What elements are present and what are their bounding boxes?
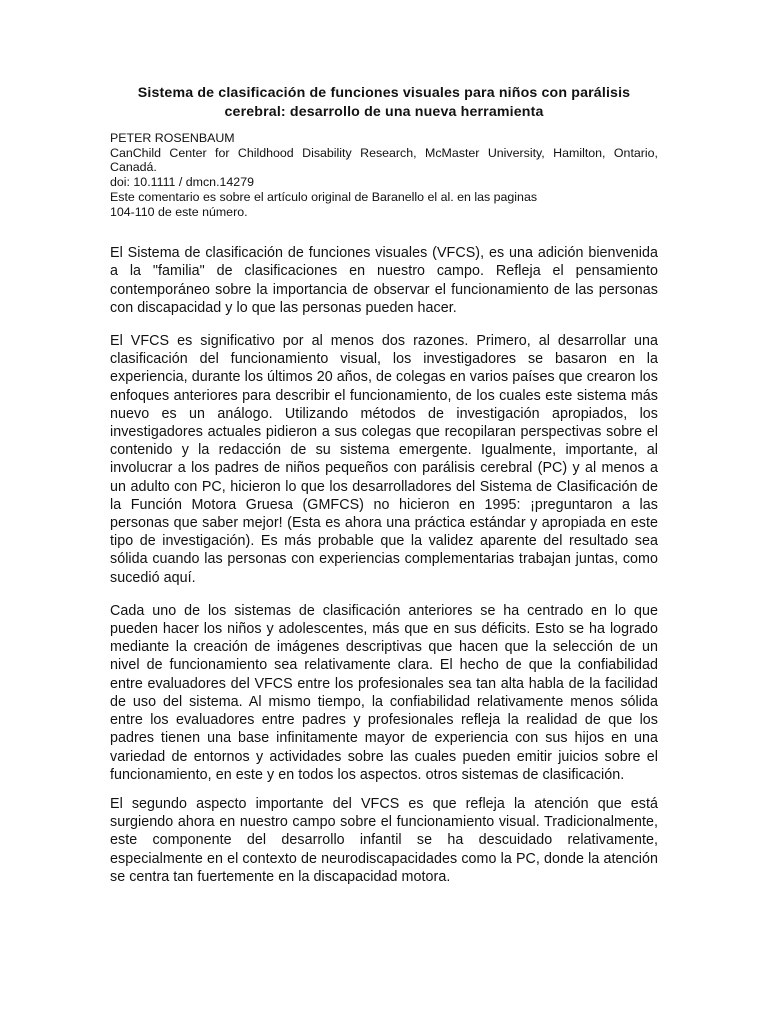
body-paragraph-4: El segundo aspecto importante del VFCS es que refleja la atención que está surgiendo ahora en nuestro campo sobre el funcionamiento visual. Tradicionalmente, este componente del desarrollo infantil se ha descuidado relativamente, especialmente en el contexto de neurodiscapacidades como la PC, donde la atención se centra tan fuertemente en la discapacidad motora. (110, 795, 658, 885)
comment-note-line-2: 104-110 de este número. (110, 204, 248, 219)
document-page (110, 84, 658, 901)
body-paragraph-3: Cada uno de los sistemas de clasificación anteriores se ha centrado en lo que pueden hacer los niños y adolescentes, más que en sus déficits. Esto se ha logrado mediante la creación de imágenes descriptivas que hacen que la selección de un nivel de funcionamiento sea relativamente clara. El hecho de que la confiabilidad entre evaluadores del VFCS entre los profesionales sea tan alta habla de la facilidad de uso del sistema. Al mismo tiempo, la confiabilidad relativamente menos sólida entre los evaluadores entre padres y profesionales refleja la realidad de que los padres tienen una base infinitamente mayor de experiencia con sus hijos en una variedad de entornos y actividades sobre las cuales pueden emitir juicios sobre el funcionamiento, en este y en todos los aspectos. otros sistemas de clasificación. (110, 602, 658, 783)
author-name: PETER ROSENBAUM (110, 131, 235, 145)
author-affiliation: CanChild Center for Childhood Disability Research, McMaster University, Hamilton, Ontario, Canadá. (110, 145, 658, 175)
body-paragraph-2: El VFCS es significativo por al menos dos razones. Primero, al desarrollar una clasificación del funcionamiento visual, los investigadores se basaron en la experiencia, durante los últimos 20 años, de colegas en varios países que crearon los enfoques anteriores para describir el funcionamiento, de los cuales este sistema más nuevo es un análogo. Utilizando métodos de investigación apropiados, los investigadores actuales pidieron a sus colegas que recopilaran perspectivas sobre el contenido y la redacción de su sistema emergente. Igualmente, importante, al involucrar a los padres de niños pequeños con parálisis cerebral (PC) y al menos a un adulto con PC, hicieron lo que los desarrolladores del Sistema de Clasificación de la Función Motora Gruesa (GMFCS) no hicieron en 1995: ¡preguntaron a las personas que saber mejor! (Esta es ahora una práctica estándar y apropiada en este tipo de investigación). Es más probable que la validez aparente del resultado sea sólida cuando las personas con experiencias complementarias trabajan juntas, como sucedió aquí. (110, 333, 658, 586)
doi-line: doi: 10.1111 / dmcn.14279 (110, 175, 254, 190)
document-title: Sistema de clasificación de funciones visuales para niños con parálisis cerebral: desarrollo de una nueva herramienta (137, 85, 631, 120)
comment-note-line-1: Este comentario es sobre el artículo original de Baranello el al. en las paginas (110, 189, 538, 204)
body-paragraph-1: El Sistema de clasificación de funciones visuales (VFCS), es una adición bienvenida a la "familia" de clasificaciones en nuestro campo. Refleja el pensamiento contemporáneo sobre la importancia de observar el funcionamiento de las personas con discapacidad y lo que las personas pueden hacer. (110, 245, 658, 316)
article-metadata (110, 131, 658, 219)
